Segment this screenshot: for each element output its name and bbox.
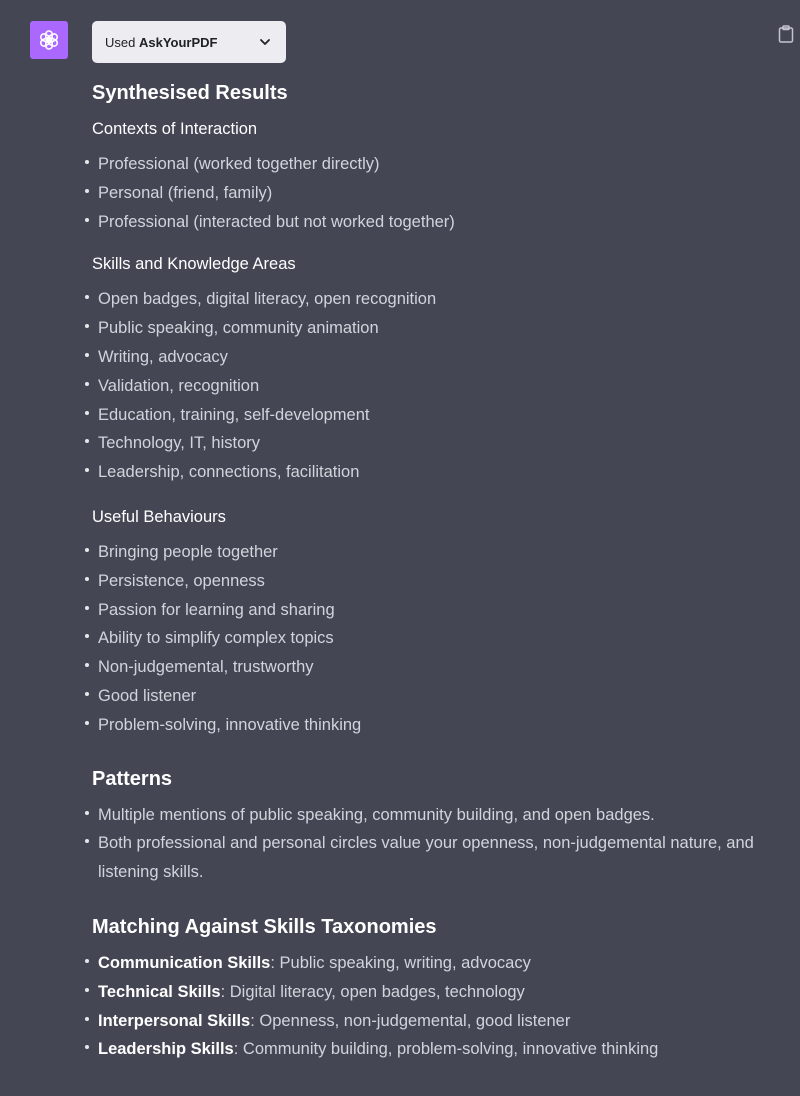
section-title-matching: Matching Against Skills Taxonomies [92, 915, 437, 938]
skill-category-label: Interpersonal Skills [98, 1011, 251, 1030]
plugin-name: AskYourPDF [138, 34, 218, 50]
list-item: Multiple mentions of public speaking, community building, and open badges. [92, 801, 772, 830]
list-item: Both professional and personal circles value your openness, non-judgemental nature, and listening skills. [92, 829, 772, 887]
list-item [92, 1007, 772, 1036]
copy-button[interactable] [776, 24, 796, 44]
subheading-skills: Skills and Knowledge Areas [92, 255, 296, 274]
list-item: Technology, IT, history [92, 429, 772, 458]
skills-list [92, 285, 772, 487]
list-item: Ability to simplify complex topics [92, 624, 772, 653]
list-item: Leadership, connections, facilitation [92, 458, 772, 487]
matching-list [92, 949, 772, 1064]
list-item: Professional (interacted but not worked together) [92, 208, 772, 237]
skill-category-text: : Digital literacy, open badges, technology [220, 982, 525, 1001]
list-item: Validation, recognition [92, 372, 772, 401]
skill-category-text: : Public speaking, writing, advocacy [270, 953, 531, 972]
behaviours-list [92, 538, 772, 740]
openai-logo-icon [37, 28, 61, 52]
list-item: Good listener [92, 682, 772, 711]
list-item: Public speaking, community animation [92, 314, 772, 343]
section-title-synthesised-results: Synthesised Results [92, 82, 288, 104]
list-item: Professional (worked together directly) [92, 150, 772, 179]
section-title-patterns: Patterns [92, 767, 173, 790]
clipboard-icon [778, 25, 794, 43]
plugin-used-dropdown[interactable] [92, 21, 286, 63]
subheading-contexts: Contexts of Interaction [92, 120, 258, 138]
list-item: Writing, advocacy [92, 343, 772, 372]
skill-category-label: Leadership Skills [98, 1040, 234, 1059]
assistant-message [92, 21, 772, 1064]
list-item: Education, training, self-development [92, 401, 772, 430]
list-item [92, 1035, 772, 1064]
list-item: Bringing people together [92, 538, 772, 567]
list-item: Non-judgemental, trustworthy [92, 653, 772, 682]
assistant-avatar [30, 21, 68, 59]
list-item: Persistence, openness [92, 567, 772, 596]
subheading-behaviours: Useful Behaviours [92, 507, 226, 526]
list-item: Personal (friend, family) [92, 179, 772, 208]
patterns-list [92, 801, 772, 887]
chevron-down-icon [258, 35, 272, 49]
contexts-list [92, 150, 772, 236]
list-item: Open badges, digital literacy, open recognition [92, 285, 772, 314]
skill-category-label: Technical Skills [98, 982, 221, 1001]
skill-category-text: : Openness, non-judgemental, good listener [250, 1011, 571, 1030]
skill-category-label: Communication Skills [98, 953, 271, 972]
list-item: Passion for learning and sharing [92, 596, 772, 625]
list-item [92, 949, 772, 978]
list-item [92, 978, 772, 1007]
plugin-used-label: Used AskYourPDF [105, 34, 218, 50]
skill-category-text: : Community building, problem-solving, innovative thinking [233, 1040, 659, 1059]
list-item: Problem-solving, innovative thinking [92, 711, 772, 740]
